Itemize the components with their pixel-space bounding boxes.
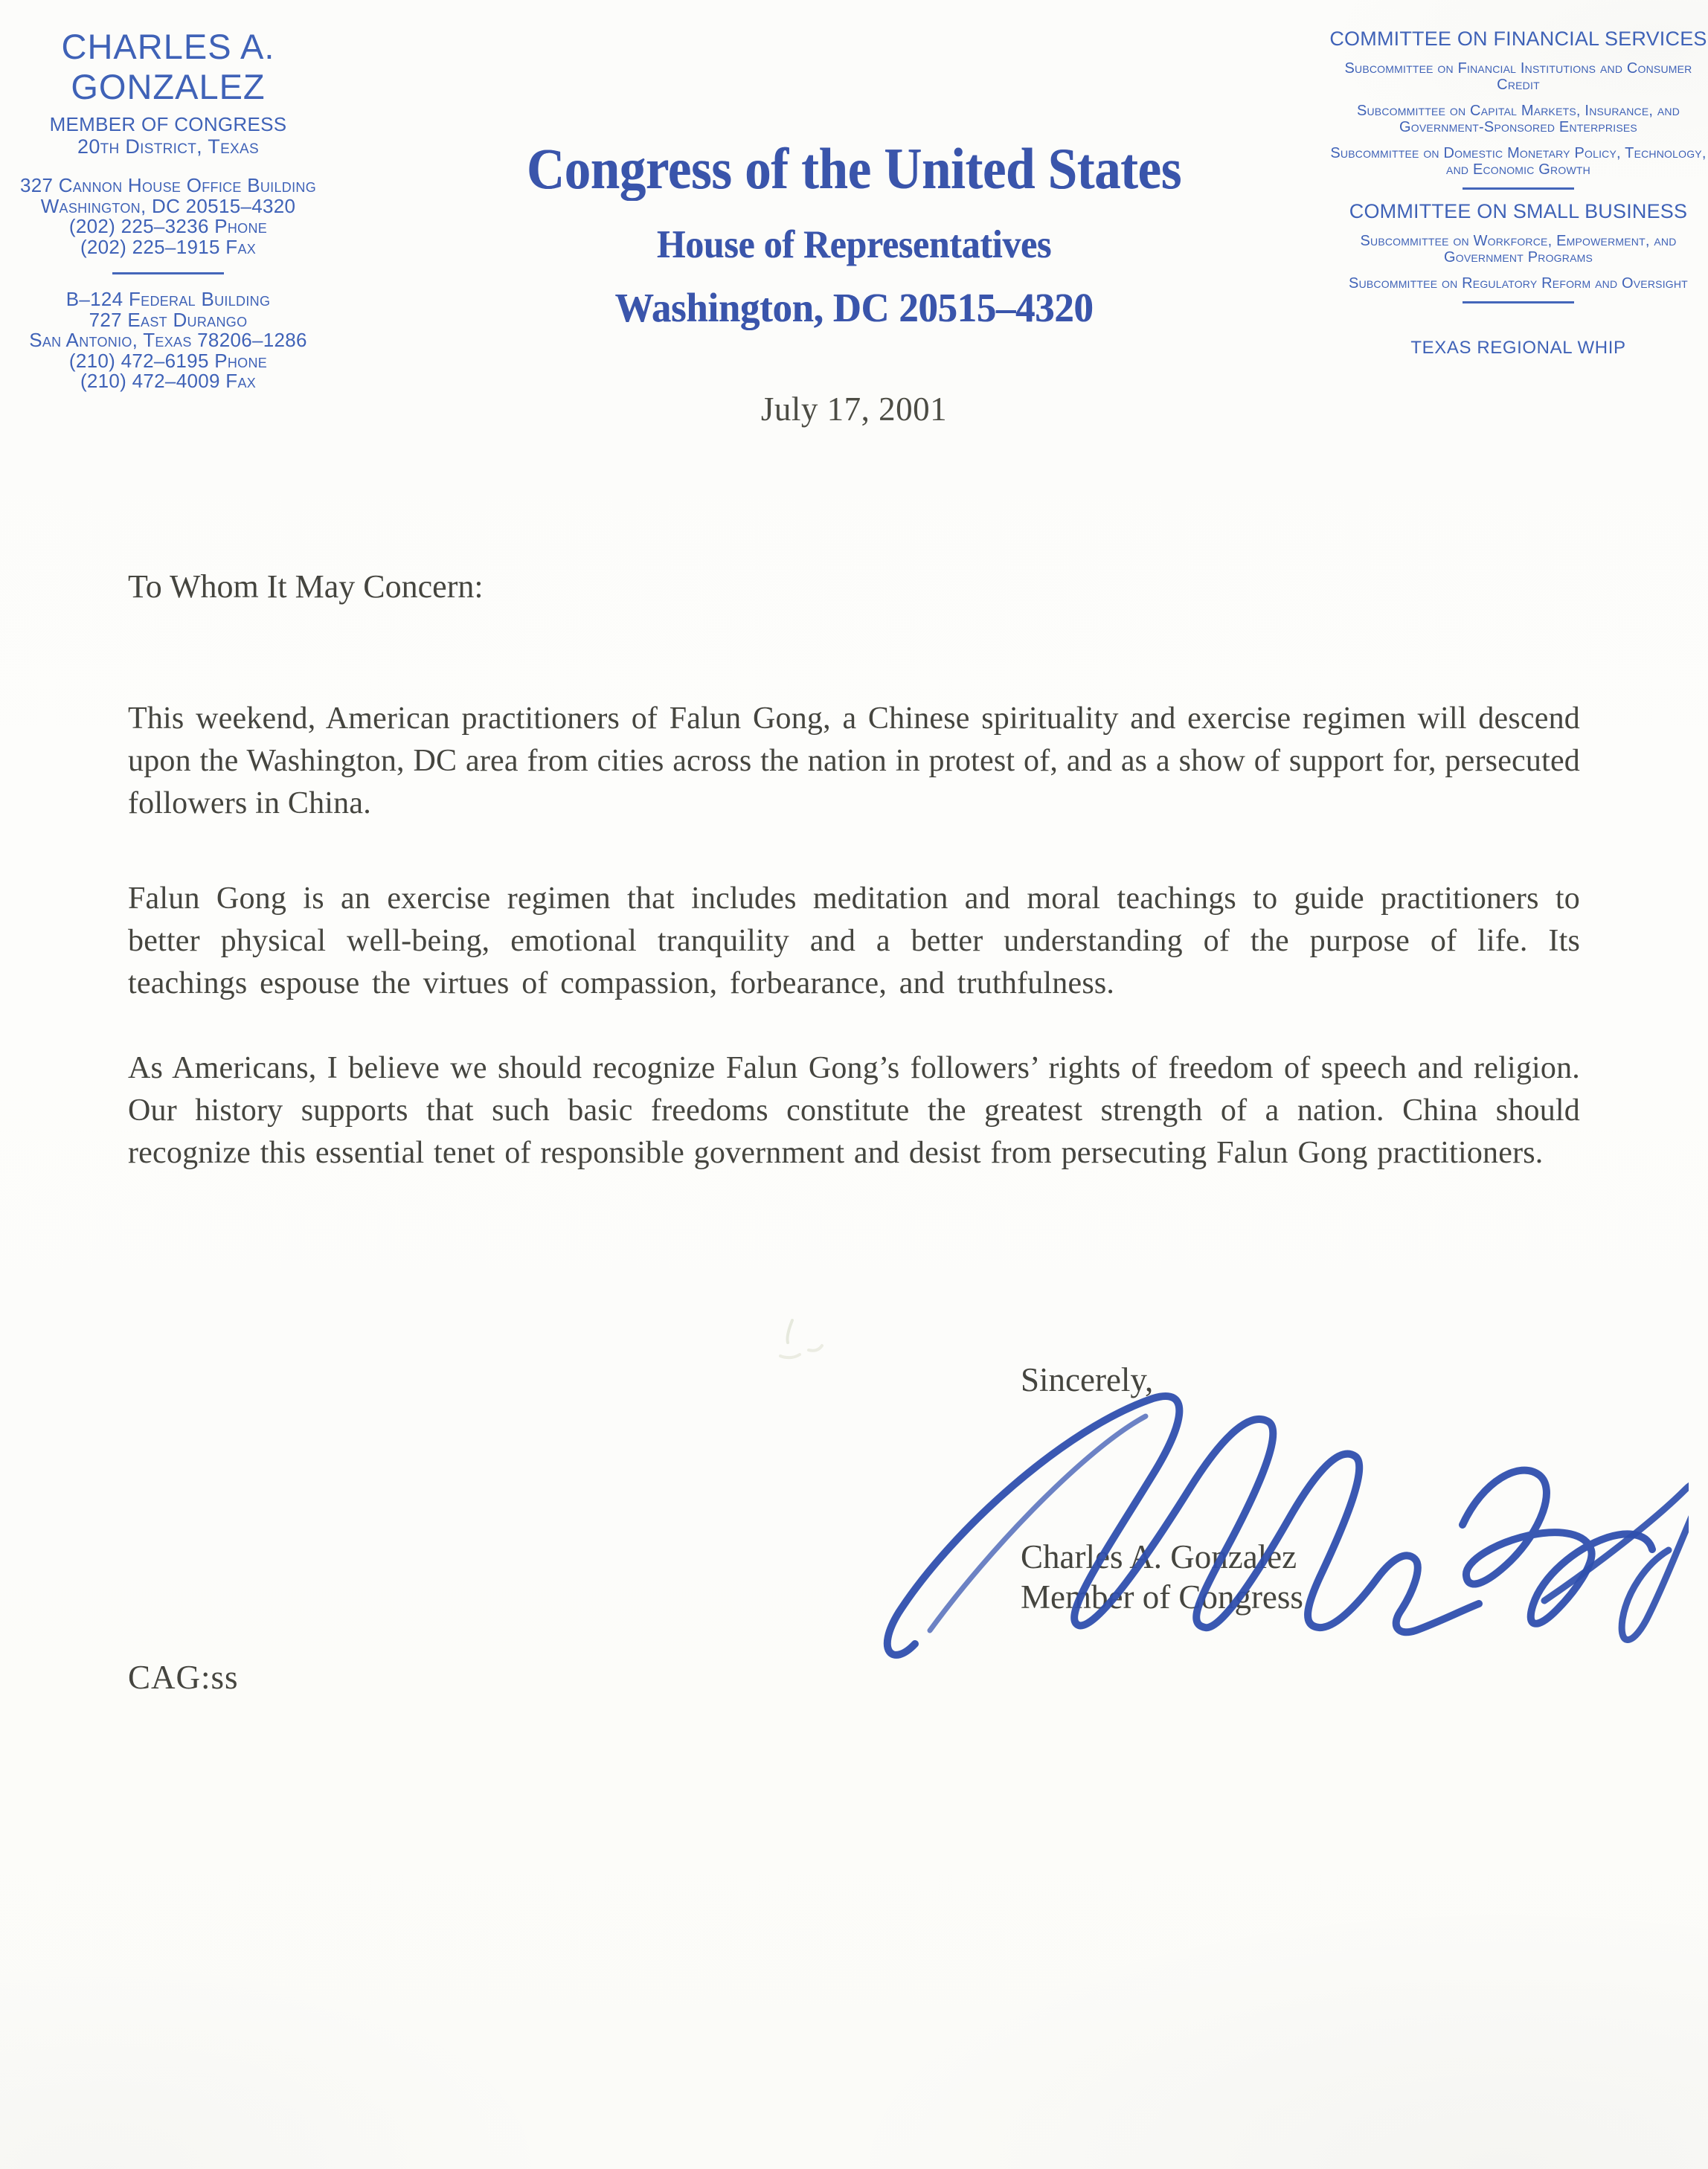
divider-line xyxy=(1463,187,1574,190)
masthead-line-house: House of Representatives xyxy=(656,223,1052,266)
signer-name: Charles A. Gonzalez xyxy=(1021,1538,1297,1575)
district-office-address xyxy=(0,289,336,392)
member-title: MEMBER OF CONGRESS xyxy=(49,113,287,135)
address-line: (202) 225–1915 Fax xyxy=(80,235,257,258)
letter-date: July 17, 2001 xyxy=(760,391,948,428)
reference-initials: CAG:ss xyxy=(128,1659,239,1696)
body-paragraph: Falun Gong is an exercise regimen that includes meditation and moral teachings to guide practitioners to better physical well-being, emotional tranquility and a better understanding of the purpose of life. Its teachings espouse the virtues of compassion, forbearance, and truthfulness. xyxy=(128,881,1580,1000)
address-line: 327 Cannon House Office Building xyxy=(19,174,316,196)
scan-smudge-mark xyxy=(770,1313,837,1369)
subcommittee: Subcommittee on Capital Markets, Insurance, and Government-Sponsored Enterprises xyxy=(1356,103,1680,135)
address-line: Washington, DC 20515–4320 xyxy=(40,194,296,217)
valediction: Sincerely, xyxy=(1021,1361,1154,1398)
masthead-line-congress: Congress of the United States xyxy=(526,136,1182,201)
salutation: To Whom It May Concern: xyxy=(128,568,484,605)
signer-title: Member of Congress xyxy=(1021,1578,1303,1616)
masthead-line-washington: Washington, DC 20515–4320 xyxy=(614,285,1094,330)
address-line: (202) 225–3236 Phone xyxy=(68,215,268,237)
address-line: 727 East Durango xyxy=(89,308,248,331)
address-line: (210) 472–4009 Fax xyxy=(80,370,257,392)
subcommittee: Subcommittee on Regulatory Reform and Oversight xyxy=(1349,275,1688,292)
divider-line xyxy=(112,272,224,274)
committee-financial-services: COMMITTEE ON FINANCIAL SERVICES xyxy=(1329,28,1707,50)
subcommittee: Subcommittee on Domestic Monetary Policy, Technology, and Economic Growth xyxy=(1330,145,1707,178)
divider-line xyxy=(1463,301,1574,303)
signature-icon xyxy=(841,1378,1689,1675)
address-line: B–124 Federal Building xyxy=(65,288,271,310)
subcommittee: Subcommittee on Financial Institutions and Consumer Credit xyxy=(1344,60,1692,93)
texas-regional-whip-label: TEXAS REGIONAL WHIP xyxy=(1410,338,1626,358)
letterhead-left-column xyxy=(0,27,336,392)
address-line: (210) 472–6195 Phone xyxy=(68,349,268,372)
dc-office-address xyxy=(0,176,336,257)
address-line: San Antonio, Texas 78206–1286 xyxy=(29,329,307,351)
body-paragraph: This weekend, American practitioners of Falun Gong, a Chinese spirituality and exercise regimen will descend upon the Washington, DC area from cities across the nation in protest of, and as a show of support for, persecuted followers in China. xyxy=(128,701,1580,820)
member-name: CHARLES A. GONZALEZ xyxy=(61,27,275,106)
member-district: 20th District, Texas xyxy=(77,135,259,158)
subcommittee: Subcommittee on Workforce, Empowerment, and Government Programs xyxy=(1360,233,1677,266)
body-paragraph: As Americans, I believe we should recognize Falun Gong’s followers’ rights of freedom of speech and religion. Our history supports that such basic freedoms constitute the greatest strength of a nation. China should recognize this essential tenet of responsible government and desist from persecuting Falun Gong practitioners. xyxy=(128,1051,1580,1170)
masthead xyxy=(408,135,1300,428)
committee-small-business: COMMITTEE ON SMALL BUSINESS xyxy=(1349,200,1688,222)
letterhead-right-column xyxy=(1329,27,1708,359)
